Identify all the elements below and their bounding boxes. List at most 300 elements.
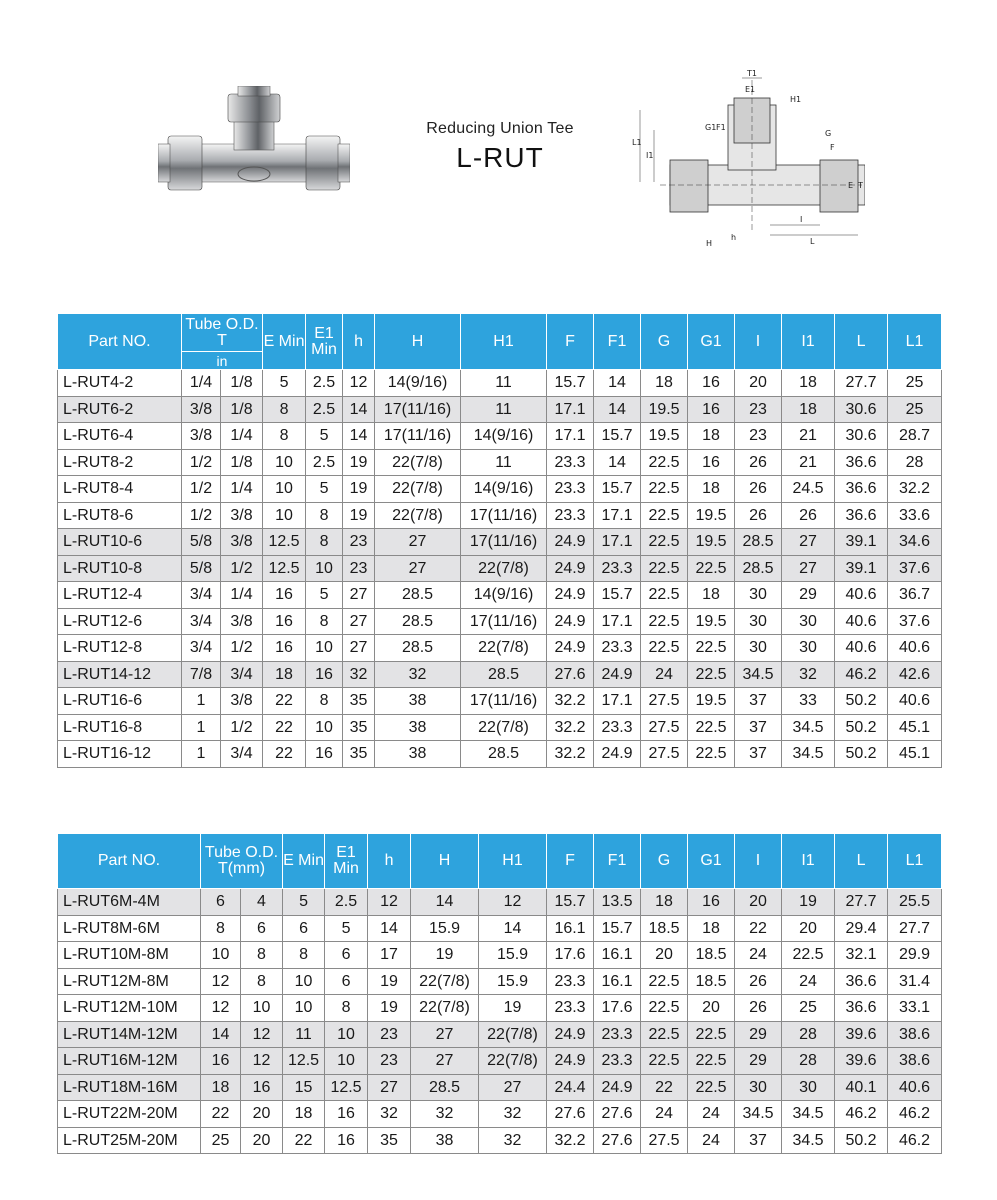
table-cell: 30 [735, 635, 782, 662]
drawing-label-i1: I1 [646, 151, 654, 160]
drawing-label-f: F [830, 143, 835, 152]
table-cell: 30 [782, 635, 835, 662]
table-cell: 20 [735, 370, 782, 397]
table-cell: 40.6 [835, 582, 888, 609]
table-cell: 20 [735, 889, 782, 916]
table-cell: 28.5 [735, 555, 782, 582]
table-cell: 30 [782, 608, 835, 635]
table-cell: 3/4 [182, 608, 221, 635]
table-cell: 27 [411, 1048, 479, 1075]
table-cell: 28.5 [375, 635, 461, 662]
table-cell: 15.9 [411, 915, 479, 942]
table-cell: 27.6 [594, 1101, 641, 1128]
drawing-label-l: L [810, 237, 815, 246]
table-cell: 4 [241, 889, 283, 916]
table-cell: 18 [688, 423, 735, 450]
table-cell: 39.6 [835, 1048, 888, 1075]
table-cell: 2.5 [325, 889, 368, 916]
table-cell: 13.5 [594, 889, 641, 916]
table-cell: 30 [782, 1074, 835, 1101]
table-cell: 40.6 [888, 688, 942, 715]
table-cell: 40.6 [835, 635, 888, 662]
table-cell: 10 [241, 995, 283, 1022]
part-number-cell: L-RUT6M-4M [58, 889, 201, 916]
table-cell: 38 [375, 741, 461, 768]
table-row [58, 502, 942, 529]
table-cell: 10 [306, 555, 343, 582]
header-h1: H1 [479, 834, 547, 889]
table-cell: 18 [641, 370, 688, 397]
table-cell: 23.3 [594, 1048, 641, 1075]
table-cell: 26 [735, 968, 782, 995]
reducing-union-tee-photo [158, 86, 350, 216]
table-cell: 38 [375, 688, 461, 715]
table-cell: 3/8 [221, 608, 263, 635]
table-cell: 22 [263, 714, 306, 741]
table-cell: 23 [368, 1048, 411, 1075]
table-cell: 17(11/16) [375, 396, 461, 423]
part-number-cell: L-RUT14M-12M [58, 1021, 201, 1048]
table-cell: 20 [782, 915, 835, 942]
table-cell: 10 [306, 635, 343, 662]
table-cell: 39.6 [835, 1021, 888, 1048]
product-model: L-RUT [456, 142, 544, 173]
title-block [400, 120, 600, 174]
table-cell: 40.6 [888, 1074, 942, 1101]
table-cell: 22(7/8) [461, 635, 547, 662]
table-cell: 11 [283, 1021, 325, 1048]
table-cell: 24.9 [547, 608, 594, 635]
table-cell: 28.5 [461, 741, 547, 768]
table-cell: 27.6 [547, 1101, 594, 1128]
part-number-cell: L-RUT16-12 [58, 741, 182, 768]
table-cell: 32.2 [547, 741, 594, 768]
table-cell: 16 [201, 1048, 241, 1075]
table-cell: 40.1 [835, 1074, 888, 1101]
table-cell: 1/4 [221, 476, 263, 503]
table-cell: 22.5 [688, 635, 735, 662]
table-cell: 10 [263, 502, 306, 529]
table-row [58, 714, 942, 741]
header-e1-min: E1 Min [306, 314, 343, 370]
table-cell: 8 [306, 502, 343, 529]
header-h: H [411, 834, 479, 889]
table-cell: 8 [263, 423, 306, 450]
table-cell: 16 [241, 1074, 283, 1101]
table-cell: 16 [325, 1127, 368, 1154]
table-cell: 12 [343, 370, 375, 397]
table-cell: 14 [479, 915, 547, 942]
table-cell: 23 [735, 423, 782, 450]
table-cell: 32.1 [835, 942, 888, 969]
table-cell: 32 [375, 661, 461, 688]
table-cell: 3/4 [182, 582, 221, 609]
spec-table-metric [57, 833, 942, 1154]
table-cell: 12 [201, 968, 241, 995]
table-cell: 8 [263, 396, 306, 423]
table-cell: 27 [343, 635, 375, 662]
table-cell: 33.6 [888, 502, 942, 529]
table-cell: 23.3 [547, 476, 594, 503]
part-number-cell: L-RUT22M-20M [58, 1101, 201, 1128]
table-cell: 17 [368, 942, 411, 969]
table-cell: 18 [782, 396, 835, 423]
table-cell: 17.1 [547, 423, 594, 450]
table-cell: 46.2 [835, 1101, 888, 1128]
table-cell: 18.5 [688, 968, 735, 995]
table-cell: 16.1 [547, 915, 594, 942]
table-cell: 17.1 [547, 396, 594, 423]
table-cell: 1/2 [182, 502, 221, 529]
table-cell: 17(11/16) [461, 608, 547, 635]
table-cell: 24 [735, 942, 782, 969]
header-part-no: Part NO. [58, 834, 201, 889]
table-cell: 14(9/16) [375, 370, 461, 397]
table-cell: 15.7 [594, 476, 641, 503]
table-cell: 19 [368, 968, 411, 995]
table-cell: 27 [343, 582, 375, 609]
table-cell: 22.5 [641, 995, 688, 1022]
table-cell: 12.5 [283, 1048, 325, 1075]
header-f1: F1 [594, 834, 641, 889]
table-cell: 17.1 [594, 502, 641, 529]
table-cell: 11 [461, 396, 547, 423]
part-number-cell: L-RUT16-6 [58, 688, 182, 715]
table-cell: 14(9/16) [461, 582, 547, 609]
table-cell: 11 [461, 370, 547, 397]
table-cell: 37 [735, 714, 782, 741]
table-row [58, 889, 942, 916]
table-cell: 17.1 [594, 608, 641, 635]
table-cell: 12.5 [263, 529, 306, 556]
table-cell: 1/4 [182, 370, 221, 397]
table-cell: 22.5 [782, 942, 835, 969]
table-cell: 23.3 [547, 995, 594, 1022]
table-cell: 11 [461, 449, 547, 476]
table-row [58, 635, 942, 662]
table-cell: 22 [263, 688, 306, 715]
table-cell: 15.7 [594, 915, 641, 942]
table-cell: 27.5 [641, 688, 688, 715]
table-cell: 35 [343, 741, 375, 768]
header-i: I [735, 314, 782, 370]
table-cell: 32 [368, 1101, 411, 1128]
table-cell: 22(7/8) [461, 714, 547, 741]
table-cell: 34.5 [782, 714, 835, 741]
table-cell: 22.5 [688, 1048, 735, 1075]
table-cell: 26 [735, 476, 782, 503]
table-cell: 1/2 [221, 635, 263, 662]
table-cell: 17.6 [547, 942, 594, 969]
table-cell: 27 [375, 529, 461, 556]
table-cell: 50.2 [835, 1127, 888, 1154]
table-cell: 19 [343, 476, 375, 503]
table-cell: 45.1 [888, 714, 942, 741]
table-cell: 14 [368, 915, 411, 942]
table-cell: 10 [306, 714, 343, 741]
table-cell: 19 [343, 449, 375, 476]
table-cell: 5 [325, 915, 368, 942]
table-cell: 28 [888, 449, 942, 476]
table-cell: 15.7 [594, 582, 641, 609]
table-cell: 24.9 [547, 1021, 594, 1048]
table-cell: 22.5 [688, 1021, 735, 1048]
table-cell: 22.5 [641, 502, 688, 529]
table-cell: 27.7 [835, 889, 888, 916]
drawing-label-g: G [825, 129, 832, 138]
table-cell: 22(7/8) [375, 502, 461, 529]
header-l1: L1 [888, 314, 942, 370]
table-cell: 24.9 [547, 555, 594, 582]
table-cell: 24.9 [594, 741, 641, 768]
table-cell: 10 [263, 476, 306, 503]
table-cell: 23.3 [594, 555, 641, 582]
table-cell: 23.3 [547, 968, 594, 995]
table-cell: 12.5 [325, 1074, 368, 1101]
table-cell: 5/8 [182, 529, 221, 556]
table-cell: 22.5 [641, 1048, 688, 1075]
header-l: L [835, 834, 888, 889]
table-cell: 16 [688, 449, 735, 476]
table-cell: 34.5 [735, 1101, 782, 1128]
table-cell: 14(9/16) [461, 423, 547, 450]
table-cell: 3/8 [221, 529, 263, 556]
table-cell: 12 [368, 889, 411, 916]
header-i1: I1 [782, 314, 835, 370]
table-cell: 24 [641, 1101, 688, 1128]
table-cell: 3/4 [221, 741, 263, 768]
part-number-cell: L-RUT10-8 [58, 555, 182, 582]
table-cell: 29 [735, 1048, 782, 1075]
table-cell: 25.5 [888, 889, 942, 916]
table-row [58, 396, 942, 423]
table-cell: 32.2 [547, 714, 594, 741]
table-cell: 18 [688, 915, 735, 942]
table-cell: 20 [688, 995, 735, 1022]
table-cell: 17.6 [594, 995, 641, 1022]
part-number-cell: L-RUT25M-20M [58, 1127, 201, 1154]
table-cell: 30 [735, 582, 782, 609]
table-cell: 39.1 [835, 529, 888, 556]
part-number-cell: L-RUT8-4 [58, 476, 182, 503]
part-number-cell: L-RUT16M-12M [58, 1048, 201, 1075]
table-cell: 27 [375, 555, 461, 582]
table-cell: 28 [782, 1021, 835, 1048]
table-cell: 14 [594, 449, 641, 476]
table-cell: 19.5 [688, 529, 735, 556]
table-cell: 29.9 [888, 942, 942, 969]
part-number-cell: L-RUT12-4 [58, 582, 182, 609]
header-g1: G1 [688, 314, 735, 370]
table-cell: 24.5 [782, 476, 835, 503]
part-number-cell: L-RUT10-6 [58, 529, 182, 556]
table-cell: 28.5 [461, 661, 547, 688]
table-cell: 36.6 [835, 995, 888, 1022]
table-cell: 46.2 [888, 1127, 942, 1154]
table-cell: 27.6 [547, 661, 594, 688]
table-cell: 22.5 [688, 741, 735, 768]
table-cell: 18 [283, 1101, 325, 1128]
table-cell: 5 [306, 423, 343, 450]
header-g: G [641, 834, 688, 889]
header-e-min: E Min [263, 314, 306, 370]
table-cell: 14(9/16) [461, 476, 547, 503]
table-cell: 18 [263, 661, 306, 688]
table-cell: 19 [782, 889, 835, 916]
table-cell: 14 [343, 396, 375, 423]
drawing-label-f1: F1 [716, 123, 726, 132]
table-cell: 22.5 [688, 714, 735, 741]
header-tube-unit: in [182, 352, 263, 370]
table-row [58, 449, 942, 476]
table-cell: 12 [241, 1021, 283, 1048]
table-cell: 37 [735, 688, 782, 715]
table-cell: 34.6 [888, 529, 942, 556]
drawing-label-t1: T1 [747, 70, 757, 78]
table-cell: 12 [479, 889, 547, 916]
table-cell: 34.5 [735, 661, 782, 688]
table-cell: 1 [182, 714, 221, 741]
table-cell: 15.7 [547, 889, 594, 916]
part-number-cell: L-RUT6-2 [58, 396, 182, 423]
table-cell: 1/2 [221, 714, 263, 741]
table-cell: 18 [641, 889, 688, 916]
table-cell: 32 [479, 1127, 547, 1154]
header-i: I [735, 834, 782, 889]
drawing-label-t: T [858, 181, 863, 190]
table-row [58, 608, 942, 635]
table-cell: 36.7 [888, 582, 942, 609]
table-cell: 6 [325, 942, 368, 969]
table-cell: 32.2 [888, 476, 942, 503]
table-cell: 23.3 [594, 1021, 641, 1048]
table-cell: 28.5 [411, 1074, 479, 1101]
table-row [58, 370, 942, 397]
table-cell: 23 [343, 555, 375, 582]
table-cell: 27.7 [835, 370, 888, 397]
table-cell: 38.6 [888, 1048, 942, 1075]
table-cell: 18 [782, 370, 835, 397]
table-row [58, 942, 942, 969]
table-cell: 25 [888, 370, 942, 397]
table-cell: 6 [241, 915, 283, 942]
table-cell: 8 [306, 688, 343, 715]
table-cell: 27 [479, 1074, 547, 1101]
table-cell: 19 [479, 995, 547, 1022]
table-cell: 40.6 [888, 635, 942, 662]
table-cell: 29 [782, 582, 835, 609]
table-cell: 20 [641, 942, 688, 969]
table-cell: 22.5 [641, 1021, 688, 1048]
header-tube-od: Tube O.D. T(mm) [201, 834, 283, 889]
table-cell: 8 [306, 529, 343, 556]
table-row [58, 555, 942, 582]
header-h: H [375, 314, 461, 370]
drawing-label-g1: G1 [705, 123, 717, 132]
table-cell: 16 [688, 396, 735, 423]
part-number-cell: L-RUT18M-16M [58, 1074, 201, 1101]
table-cell: 3/4 [221, 661, 263, 688]
table-cell: 8 [306, 608, 343, 635]
table-cell: 36.6 [835, 476, 888, 503]
table-cell: 23.3 [547, 449, 594, 476]
table-cell: 8 [325, 995, 368, 1022]
table-cell: 27 [368, 1074, 411, 1101]
table-cell: 25 [782, 995, 835, 1022]
table-cell: 30.6 [835, 423, 888, 450]
table-cell: 19 [411, 942, 479, 969]
table-cell: 27 [782, 529, 835, 556]
table-cell: 22.5 [641, 608, 688, 635]
table-cell: 10 [283, 995, 325, 1022]
table-cell: 12 [201, 995, 241, 1022]
table-cell: 22.5 [688, 661, 735, 688]
table-cell: 46.2 [835, 661, 888, 688]
table-row [58, 529, 942, 556]
table-cell: 28.5 [375, 582, 461, 609]
table-cell: 40.6 [835, 608, 888, 635]
header-f: F [547, 834, 594, 889]
header-tube-od: Tube O.D. T [182, 314, 263, 352]
table-cell: 14 [411, 889, 479, 916]
table-cell: 36.6 [835, 449, 888, 476]
table-cell: 17.1 [594, 688, 641, 715]
table-cell: 21 [782, 449, 835, 476]
table-cell: 16 [263, 582, 306, 609]
drawing-label-l1: L1 [632, 138, 642, 147]
table-cell: 1 [182, 741, 221, 768]
table-row [58, 476, 942, 503]
table-cell: 10 [283, 968, 325, 995]
table-cell: 32 [479, 1101, 547, 1128]
table-cell: 27.7 [888, 915, 942, 942]
table-cell: 21 [782, 423, 835, 450]
drawing-label-h-small: h [731, 233, 737, 242]
table-cell: 29 [735, 1021, 782, 1048]
part-number-cell: L-RUT12M-8M [58, 968, 201, 995]
table-cell: 30 [735, 608, 782, 635]
table-cell: 27.5 [641, 1127, 688, 1154]
table-cell: 26 [735, 502, 782, 529]
table-row [58, 688, 942, 715]
table-cell: 24.9 [594, 1074, 641, 1101]
table-cell: 15 [283, 1074, 325, 1101]
table-cell: 14 [343, 423, 375, 450]
table-cell: 39.1 [835, 555, 888, 582]
table-cell: 2.5 [306, 396, 343, 423]
table-cell: 32.2 [547, 688, 594, 715]
table-cell: 36.6 [835, 968, 888, 995]
table-cell: 18.5 [688, 942, 735, 969]
table-cell: 50.2 [835, 714, 888, 741]
table-cell: 20 [241, 1101, 283, 1128]
part-number-cell: L-RUT10M-8M [58, 942, 201, 969]
table-cell: 18 [688, 476, 735, 503]
table-cell: 19.5 [641, 396, 688, 423]
table-cell: 26 [735, 995, 782, 1022]
part-number-cell: L-RUT16-8 [58, 714, 182, 741]
table-cell: 8 [241, 942, 283, 969]
table-cell: 15.7 [594, 423, 641, 450]
spec-table-imperial [57, 313, 942, 768]
table-cell: 19.5 [688, 608, 735, 635]
table-cell: 27 [411, 1021, 479, 1048]
table-cell: 3/8 [221, 502, 263, 529]
table-cell: 36.6 [835, 502, 888, 529]
table-cell: 29.4 [835, 915, 888, 942]
part-number-cell: L-RUT4-2 [58, 370, 182, 397]
table-cell: 23 [343, 529, 375, 556]
